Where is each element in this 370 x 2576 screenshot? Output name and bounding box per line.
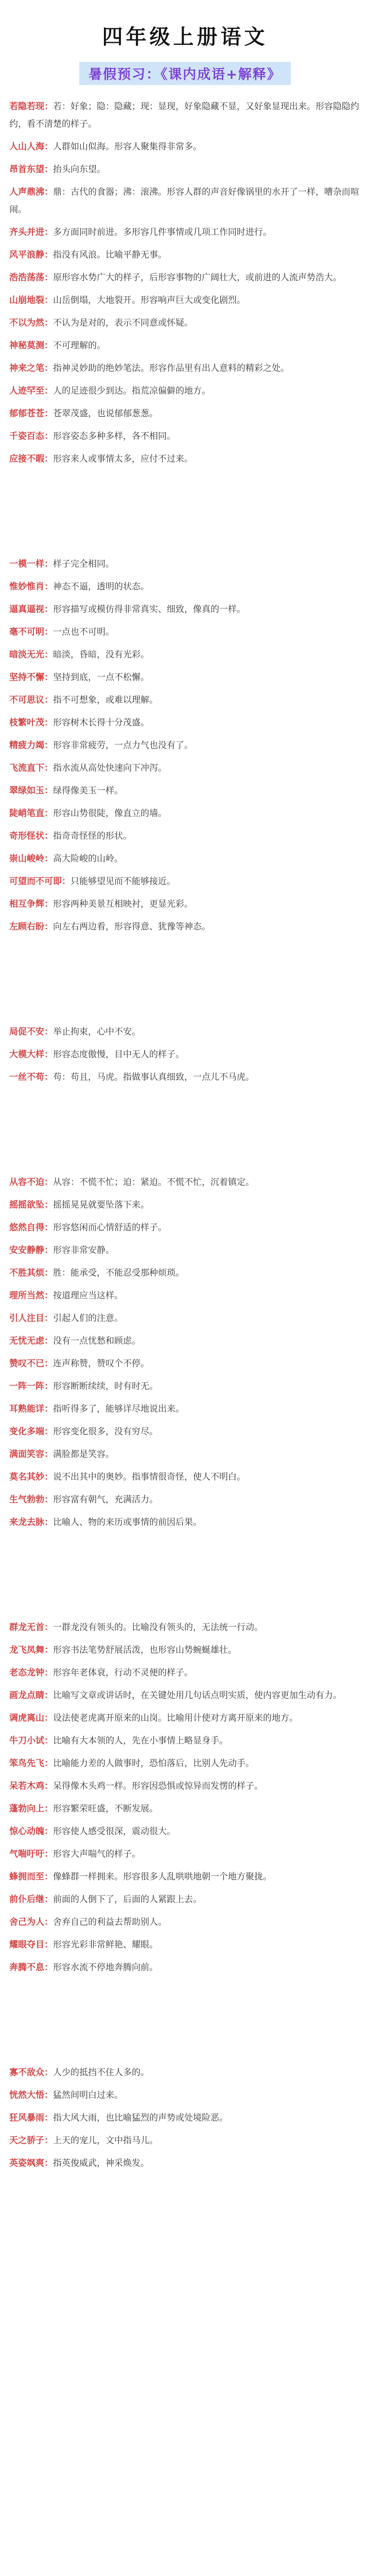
idiom-definition: 形容繁荣旺盛，不断发展。 xyxy=(53,1804,158,1814)
section-gap xyxy=(0,1981,370,2064)
idiom-entry xyxy=(9,850,361,868)
idiom-term: 一阵一阵： xyxy=(9,1381,53,1392)
idiom-term: 呆若木鸡： xyxy=(9,1781,53,1791)
idiom-entry xyxy=(9,1400,361,1418)
idiom-term: 英姿飒爽： xyxy=(9,2158,53,2168)
idiom-definition: 形容山势很陡，像直立的墙。 xyxy=(53,808,167,819)
idiom-definition: 没有一点忧愁和顾虑。 xyxy=(53,1336,140,1346)
idiom-definition: 指奇奇怪怪的形状。 xyxy=(53,831,132,841)
idiom-term: 逼真逼视： xyxy=(9,604,53,615)
idiom-term: 调虎离山： xyxy=(9,1713,53,1723)
idiom-term: 崇山峻岭： xyxy=(9,854,53,864)
idiom-definition: 形容非常安静。 xyxy=(53,1245,114,1256)
idiom-term: 陡峭笔直： xyxy=(9,808,53,819)
idiom-definition: 形容树木长得十分茂盛。 xyxy=(53,718,149,728)
idiom-definition: 设法使老虎离开原来的山岗。比喻用计使对方离开原来的地方。 xyxy=(53,1713,298,1723)
idiom-term: 山崩地裂： xyxy=(9,295,53,306)
idiom-entry xyxy=(9,337,361,354)
idiom-term: 奇形怪状： xyxy=(9,831,53,841)
idiom-entry xyxy=(9,1242,361,1259)
page-subtitle: 暑假预习：《课内成语+解释》 xyxy=(79,62,291,85)
idiom-entry xyxy=(9,827,361,845)
subtitle-wrap xyxy=(0,62,370,98)
idiom-definition: 形容断断续续，时有时无。 xyxy=(53,1381,158,1392)
page-title: 四年级上册语文 xyxy=(102,25,268,49)
idiom-entry xyxy=(9,1023,361,1041)
idiom-definition: 连声称赞，赞叹个不停。 xyxy=(53,1359,149,1369)
idiom-definition: 多方面同时前进。多形容几件事情或几项工作同时进行。 xyxy=(53,227,272,238)
idiom-term: 蜂拥而至： xyxy=(9,1872,53,1882)
idiom-term: 前仆后继： xyxy=(9,1894,53,1905)
idiom-definition: 形容描写或模仿得非常真实、细致，像真的一样。 xyxy=(53,604,245,615)
idiom-entry xyxy=(9,601,361,618)
idiom-entry xyxy=(9,759,361,777)
idiom-entry xyxy=(9,246,361,264)
idiom-entry xyxy=(9,714,361,732)
section-gap xyxy=(0,1091,370,1174)
section-gap xyxy=(0,473,370,555)
idiom-term: 满面笑容： xyxy=(9,1449,53,1460)
idiom-term: 奔腾不息： xyxy=(9,1962,53,1973)
idiom-term: 郁郁苍苍： xyxy=(9,409,53,419)
idiom-term: 莫名其妙： xyxy=(9,1472,53,1482)
idiom-term: 赞叹不已： xyxy=(9,1359,53,1369)
idiom-term: 左顾右盼： xyxy=(9,922,53,932)
idiom-definition: 说不出其中的奥妙。指事情很奇怪，使人不明白。 xyxy=(53,1472,245,1482)
idiom-definition: 人的足迹很少到达。指荒凉偏僻的地方。 xyxy=(53,386,210,396)
idiom-term: 耳熟能详： xyxy=(9,1404,53,1414)
idiom-term: 气喘吁吁： xyxy=(9,1849,53,1859)
idiom-entry xyxy=(9,1174,361,1191)
idiom-term: 风平浪静： xyxy=(9,250,53,260)
idiom-definition: 指水流从高处快速向下冲泻。 xyxy=(53,763,167,773)
idiom-definition: 山岳倒塌，大地裂开。形容响声巨大或变化剧烈。 xyxy=(53,295,245,306)
idiom-definition: 一点也不可明。 xyxy=(53,627,114,637)
idiom-term: 天之骄子： xyxy=(9,2136,53,2146)
idiom-entry xyxy=(9,405,361,422)
idiom-section xyxy=(0,1619,370,1976)
idiom-term: 生气勃勃： xyxy=(9,1495,53,1505)
idiom-entry xyxy=(9,292,361,309)
idiom-term: 惟妙惟肖： xyxy=(9,582,53,592)
idiom-entry xyxy=(9,805,361,822)
idiom-entry xyxy=(9,1868,361,1886)
idiom-definition: 人群如山似海。形容人聚集得非常多。 xyxy=(53,142,202,152)
idiom-term: 暗淡无光： xyxy=(9,650,53,660)
idiom-term: 牛刀小试： xyxy=(9,1736,53,1746)
idiom-term: 变化多端： xyxy=(9,1427,53,1437)
idiom-entry xyxy=(9,623,361,641)
idiom-definition: 形容非常疲劳，一点力气也没有了。 xyxy=(53,740,193,751)
idiom-term: 神秘莫测： xyxy=(9,341,53,351)
idiom-term: 蓬勃向上： xyxy=(9,1804,53,1814)
idiom-term: 不胜其烦： xyxy=(9,1268,53,1278)
idiom-entry xyxy=(9,2064,361,2081)
idiom-entry xyxy=(9,1219,361,1236)
idiom-entry xyxy=(9,1619,361,1636)
idiom-entry xyxy=(9,1755,361,1772)
idiom-definition: 不可理解的。 xyxy=(53,341,105,351)
idiom-entry xyxy=(9,2109,361,2127)
idiom-entry xyxy=(9,1732,361,1750)
idiom-definition: 指听得多了，能够详尽地说出来。 xyxy=(53,1404,184,1414)
idiom-entry xyxy=(9,450,361,468)
idiom-definition: 样子完全相同。 xyxy=(53,559,114,569)
idiom-entry xyxy=(9,691,361,709)
idiom-entry xyxy=(9,360,361,377)
section-gap xyxy=(0,941,370,1023)
idiom-definition: 神态不逼，透明的状态。 xyxy=(53,582,149,592)
idiom-term: 不以为然： xyxy=(9,318,53,328)
idiom-entry xyxy=(9,1355,361,1372)
idiom-section xyxy=(0,1023,370,1086)
idiom-entry xyxy=(9,1514,361,1531)
idiom-term: 悠然自得： xyxy=(9,1223,53,1233)
idiom-definition: 比喻有大本领的人，先在小事情上略显身手。 xyxy=(53,1736,228,1746)
idiom-entry xyxy=(9,646,361,664)
idiom-definition: 高大险峻的山岭。 xyxy=(53,854,123,864)
idiom-term: 老态龙钟： xyxy=(9,1668,53,1678)
idiom-section xyxy=(0,555,370,936)
idiom-definition: 摇摇晃晃就要坠落下来。 xyxy=(53,1200,149,1210)
idiom-definition: 形容富有朝气，充满活力。 xyxy=(53,1495,158,1505)
idiom-entry xyxy=(9,895,361,913)
idiom-entry xyxy=(9,1069,361,1086)
idiom-term: 一丝不苟： xyxy=(9,1072,53,1082)
idiom-term: 惊心动魄： xyxy=(9,1826,53,1837)
idiom-entry xyxy=(9,1687,361,1704)
idiom-entry xyxy=(9,1196,361,1214)
idiom-definition: 原形容水势广大的样子，后形容事物的广阔壮大，或前进的人流声势浩大。 xyxy=(53,273,342,283)
idiom-entry xyxy=(9,1491,361,1509)
idiom-term: 舍己为人： xyxy=(9,1917,53,1927)
idiom-definition: 暗淡，昏暗，没有光彩。 xyxy=(53,650,149,660)
idiom-entry xyxy=(9,1777,361,1795)
idiom-definition: 坚持到底，一点不松懈。 xyxy=(53,672,149,683)
idiom-sections xyxy=(0,98,370,2172)
idiom-entry xyxy=(9,1423,361,1440)
idiom-definition: 抬头向东望。 xyxy=(53,164,105,175)
idiom-entry xyxy=(9,314,361,332)
idiom-entry xyxy=(9,1709,361,1727)
idiom-definition: 人少的抵挡不住人多的。 xyxy=(53,2067,149,2078)
idiom-entry xyxy=(9,918,361,936)
idiom-term: 人迹罕至： xyxy=(9,386,53,396)
idiom-entry xyxy=(9,1332,361,1350)
idiom-term: 人山人海： xyxy=(9,142,53,152)
idiom-term: 毫不可明： xyxy=(9,627,53,637)
idiom-entry xyxy=(9,98,361,133)
idiom-term: 从容不迫： xyxy=(9,1177,53,1188)
idiom-term: 飞流直下： xyxy=(9,763,53,773)
idiom-term: 寡不敌众： xyxy=(9,2067,53,2078)
idiom-entry xyxy=(9,183,361,218)
idiom-term: 可望而不可即： xyxy=(9,876,71,887)
idiom-term: 无忧无虑： xyxy=(9,1336,53,1346)
idiom-entry xyxy=(9,224,361,241)
idiom-entry xyxy=(9,873,361,890)
idiom-term: 不可思议： xyxy=(9,695,53,705)
idiom-term: 神来之笔： xyxy=(9,363,53,374)
idiom-definition: 像蜂群一样拥来。形容很多人乱哄哄地朝一个地方聚拢。 xyxy=(53,1872,272,1882)
idiom-definition: 形容态度傲慢，目中无人的样子。 xyxy=(53,1049,184,1060)
idiom-term: 局促不安： xyxy=(9,1027,53,1037)
idiom-section xyxy=(0,98,370,468)
idiom-term: 引人注目： xyxy=(9,1313,53,1324)
idiom-term: 耀眼夺目： xyxy=(9,1940,53,1950)
idiom-entry xyxy=(9,2087,361,2104)
idiom-term: 一模一样： xyxy=(9,559,53,569)
idiom-entry xyxy=(9,2155,361,2172)
idiom-entry xyxy=(9,1264,361,1282)
idiom-term: 精疲力竭： xyxy=(9,740,53,751)
idiom-definition: 指神灵妙助的绝妙笔法。形容作品里有出人意料的精彩之处。 xyxy=(53,363,289,374)
idiom-definition: 比喻能力差的人做事时，恐怕落后，比别人先动手。 xyxy=(53,1758,254,1769)
idiom-definition: 从容：不慌不忙；迫：紧迫。不慌不忙，沉着镇定。 xyxy=(53,1177,254,1188)
idiom-entry xyxy=(9,382,361,400)
idiom-definition: 前面的人倒下了，后面的人紧跟上去。 xyxy=(53,1894,202,1905)
idiom-definition: 苍翠茂盛，也说郁郁葱葱。 xyxy=(53,409,158,419)
idiom-definition: 形容两种美景互相映衬，更显光彩。 xyxy=(53,899,193,909)
idiom-definition: 满脸都是笑容。 xyxy=(53,1449,114,1460)
idiom-term: 笨鸟先飞： xyxy=(9,1758,53,1769)
idiom-definition: 不认为是对的，表示不同意或怀疑。 xyxy=(53,318,193,328)
idiom-term: 群龙无首： xyxy=(9,1622,53,1633)
idiom-definition: 胜：能承受，不能忍受那种烦琐。 xyxy=(53,1268,184,1278)
idiom-definition: 苟：苟且，马虎。指做事认真细致，一点儿不马虎。 xyxy=(53,1072,254,1082)
idiom-term: 摇摇欲坠： xyxy=(9,1200,53,1210)
idiom-term: 狂风暴雨： xyxy=(9,2113,53,2123)
idiom-term: 相互争辉： xyxy=(9,899,53,909)
idiom-definition: 猛然间明白过来。 xyxy=(53,2090,123,2100)
idiom-definition: 上天的宠儿，文中指马儿。 xyxy=(53,2136,158,2146)
idiom-entry xyxy=(9,1823,361,1840)
idiom-term: 千姿百态： xyxy=(9,431,53,442)
idiom-term: 枝繁叶茂： xyxy=(9,718,53,728)
idiom-definition: 形容使人感受很深，震动很大。 xyxy=(53,1826,175,1837)
idiom-entry xyxy=(9,578,361,596)
idiom-definition: 形容大声喘气的样子。 xyxy=(53,1849,140,1859)
idiom-term: 安安静静： xyxy=(9,1245,53,1256)
idiom-entry xyxy=(9,737,361,754)
idiom-entry xyxy=(9,1959,361,1976)
idiom-definition: 引起人们的注意。 xyxy=(53,1313,123,1324)
idiom-term: 人声鼎沸： xyxy=(9,187,53,197)
idiom-entry xyxy=(9,1446,361,1463)
idiom-section xyxy=(0,1174,370,1531)
idiom-entry xyxy=(9,1641,361,1659)
idiom-definition: 舍弃自己的利益去帮助别人。 xyxy=(53,1917,167,1927)
idiom-definition: 鼎：古代的食器；沸：滚沸。形容人群的声音好像锅里的水开了一样，嘈杂而喧闹。 xyxy=(9,187,359,215)
idiom-entry xyxy=(9,1310,361,1327)
idiom-definition: 形容水流不停地奔腾向前。 xyxy=(53,1962,158,1973)
idiom-definition: 指没有风浪。比喻平静无事。 xyxy=(53,250,167,260)
idiom-term: 来龙去脉： xyxy=(9,1517,53,1528)
idiom-term: 理所当然： xyxy=(9,1291,53,1301)
idiom-term: 龙飞凤舞： xyxy=(9,1645,53,1655)
idiom-entry xyxy=(9,428,361,445)
idiom-entry xyxy=(9,1468,361,1486)
idiom-term: 坚持不懈： xyxy=(9,672,53,683)
idiom-entry xyxy=(9,269,361,286)
idiom-entry xyxy=(9,782,361,800)
idiom-definition: 一群龙没有领头的。比喻没有领头的，无法统一行动。 xyxy=(53,1622,263,1633)
idiom-entry xyxy=(9,669,361,686)
idiom-definition: 形容姿态多种多样，各不相同。 xyxy=(53,431,175,442)
idiom-definition: 形容光彩非常鲜艳、耀眼。 xyxy=(53,1940,158,1950)
idiom-entry xyxy=(9,1287,361,1304)
idiom-entry xyxy=(9,1891,361,1908)
idiom-entry xyxy=(9,138,361,156)
idiom-definition: 指英俊威武，神采焕发。 xyxy=(53,2158,149,2168)
idiom-term: 翠绿如玉： xyxy=(9,786,53,796)
idiom-definition: 按道理应当这样。 xyxy=(53,1291,123,1301)
idiom-definition: 形容来人或事情太多，应付不过来。 xyxy=(53,454,193,464)
idiom-definition: 绿得像美玉一样。 xyxy=(53,786,123,796)
idiom-definition: 形容悠闲而心情舒适的样子。 xyxy=(53,1223,167,1233)
idiom-definition: 比喻写文章或讲话时，在关键处用几句话点明实质，使内容更加生动有力。 xyxy=(53,1690,342,1701)
idiom-entry xyxy=(9,1378,361,1395)
idiom-term: 昂首东望： xyxy=(9,164,53,175)
idiom-term: 齐头并进： xyxy=(9,227,53,238)
idiom-definition: 比喻人、物的来历或事情的前因后果。 xyxy=(53,1517,202,1528)
idiom-definition: 只能够望见而不能够接近。 xyxy=(71,876,175,887)
idiom-entry xyxy=(9,2132,361,2149)
idiom-entry xyxy=(9,1664,361,1682)
idiom-entry xyxy=(9,1800,361,1818)
idiom-term: 应接不暇： xyxy=(9,454,53,464)
idiom-entry xyxy=(9,1913,361,1931)
idiom-term: 若隐若现： xyxy=(9,101,53,112)
idiom-term: 画龙点睛： xyxy=(9,1690,53,1701)
idiom-entry xyxy=(9,555,361,573)
idiom-definition: 形容年老体衰，行动不灵便的样子。 xyxy=(53,1668,193,1678)
idiom-definition: 举止拘束，心中不安。 xyxy=(53,1027,140,1037)
idiom-definition: 呆得像木头鸡一样。形容因恐惧或惊异而发愣的样子。 xyxy=(53,1781,263,1791)
idiom-entry xyxy=(9,1046,361,1063)
section-gap xyxy=(0,1536,370,1619)
idiom-definition: 指大风大雨，也比喻猛烈的声势或处境险恶。 xyxy=(53,2113,228,2123)
idiom-section xyxy=(0,2064,370,2172)
idiom-term: 大模大样： xyxy=(9,1049,53,1060)
idiom-entry xyxy=(9,1936,361,1954)
idiom-definition: 形容变化很多，没有穷尽。 xyxy=(53,1427,158,1437)
idiom-entry xyxy=(9,161,361,178)
idiom-entry xyxy=(9,1845,361,1863)
idiom-term: 浩浩荡荡： xyxy=(9,273,53,283)
idiom-definition: 指不可想象，或难以理解。 xyxy=(53,695,158,705)
idiom-definition: 若：好象；隐：隐藏；现：显现，好象隐藏不显，又好象显现出来。形容隐隐约约，看不清楚的样子。 xyxy=(9,101,359,129)
idiom-term: 恍然大悟： xyxy=(9,2090,53,2100)
idiom-definition: 向左右两边看，形容得意、犹豫等神态。 xyxy=(53,922,210,932)
idiom-definition: 形容书法笔势舒展活泼，也形容山势蜿蜒雄壮。 xyxy=(53,1645,237,1655)
